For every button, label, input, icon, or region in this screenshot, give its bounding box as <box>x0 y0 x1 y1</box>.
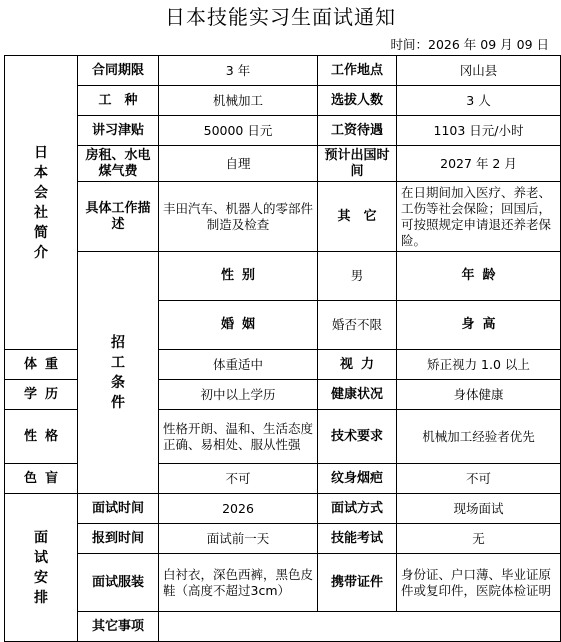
character-label: 性格 <box>5 410 78 464</box>
table-row <box>5 146 561 182</box>
table-row <box>5 182 561 252</box>
location-label: 工作地点 <box>318 56 397 86</box>
dress-value: 白衬衣，深色西裤，黑色皮鞋（高度不超过3cm） <box>159 554 318 612</box>
health-value: 身体健康 <box>397 380 561 410</box>
age-label: 年龄 <box>397 252 561 301</box>
location-value: 冈山县 <box>397 56 561 86</box>
job-type-value: 机械加工 <box>159 86 318 116</box>
interview-method-value: 现场面试 <box>397 494 561 524</box>
vision-value: 矫正视力 1.0 以上 <box>397 350 561 380</box>
colorblind-label: 色盲 <box>5 464 78 494</box>
weight-label: 体重 <box>5 350 78 380</box>
marriage-label: 婚姻 <box>159 301 318 350</box>
skill-test-label: 技能考试 <box>318 524 397 554</box>
dress-label: 面试服装 <box>78 554 159 612</box>
section-recruit: 招工条件 <box>78 252 159 494</box>
table-row <box>5 86 561 116</box>
table-row <box>5 252 561 301</box>
colorblind-value: 不可 <box>159 464 318 494</box>
tattoo-label: 纹身烟疤 <box>318 464 397 494</box>
wage-value: 1103 日元/小时 <box>397 116 561 146</box>
character-value: 性格开朗、温和、生活态度正确、易相处、服从性强 <box>159 410 318 464</box>
document-title: 日本技能实习生面试通知 <box>165 5 396 29</box>
education-label: 学历 <box>5 380 78 410</box>
skill-value: 机械加工经验者优先 <box>397 410 561 464</box>
table-row <box>5 494 561 524</box>
health-label: 健康状况 <box>318 380 397 410</box>
notice-date: 时间：2026 年 09 月 09 日 <box>390 37 549 52</box>
housing-label: 房租、水电煤气费 <box>78 146 159 182</box>
company-other-value: 在日期间加入医疗、养老、工伤等社会保险；回国后，可按照规定申请退还养老保险。 <box>397 182 561 252</box>
wage-label: 工资待遇 <box>318 116 397 146</box>
job-desc-label: 具体工作描述 <box>78 182 159 252</box>
height-label: 身高 <box>397 301 561 350</box>
skill-label: 技术要求 <box>318 410 397 464</box>
contract-label: 合同期限 <box>78 56 159 86</box>
documents-value: 身份证、户口薄、毕业证原件或复印件，医院体检证明 <box>397 554 561 612</box>
education-value: 初中以上学历 <box>159 380 318 410</box>
table-row <box>5 554 561 612</box>
allowance-label: 讲习津贴 <box>78 116 159 146</box>
interview-time-value: 2026 <box>159 494 318 524</box>
report-time-label: 报到时间 <box>78 524 159 554</box>
interview-other-label: 其它事项 <box>78 612 159 642</box>
table-row <box>5 56 561 86</box>
headcount-label: 选拔人数 <box>318 86 397 116</box>
weight-value: 体重适中 <box>159 350 318 380</box>
departure-label: 预计出国时间 <box>318 146 397 182</box>
interview-other-value <box>159 612 561 642</box>
tattoo-value: 不可 <box>397 464 561 494</box>
headcount-value: 3 人 <box>397 86 561 116</box>
job-desc-value: 丰田汽车、机器人的零部件制造及检查 <box>159 182 318 252</box>
housing-value: 自理 <box>159 146 318 182</box>
report-time-value: 面试前一天 <box>159 524 318 554</box>
marriage-value: 婚否不限 <box>318 301 397 350</box>
skill-test-value: 无 <box>397 524 561 554</box>
contract-value: 3 年 <box>159 56 318 86</box>
gender-label: 性别 <box>159 252 318 301</box>
section-company: 日本会社简介 <box>5 56 78 350</box>
departure-value: 2027 年 2 月 <box>397 146 561 182</box>
interview-time-label: 面试时间 <box>78 494 159 524</box>
table-row <box>5 612 561 642</box>
gender-value: 男 <box>318 252 397 301</box>
interview-method-label: 面试方式 <box>318 494 397 524</box>
notice-table <box>4 55 561 642</box>
vision-label: 视力 <box>318 350 397 380</box>
table-row <box>5 524 561 554</box>
section-interview: 面试安排 <box>5 494 78 642</box>
job-type-label: 工 种 <box>78 86 159 116</box>
documents-label: 携带证件 <box>318 554 397 612</box>
company-other-label: 其 它 <box>318 182 397 252</box>
table-row <box>5 116 561 146</box>
allowance-value: 50000 日元 <box>159 116 318 146</box>
